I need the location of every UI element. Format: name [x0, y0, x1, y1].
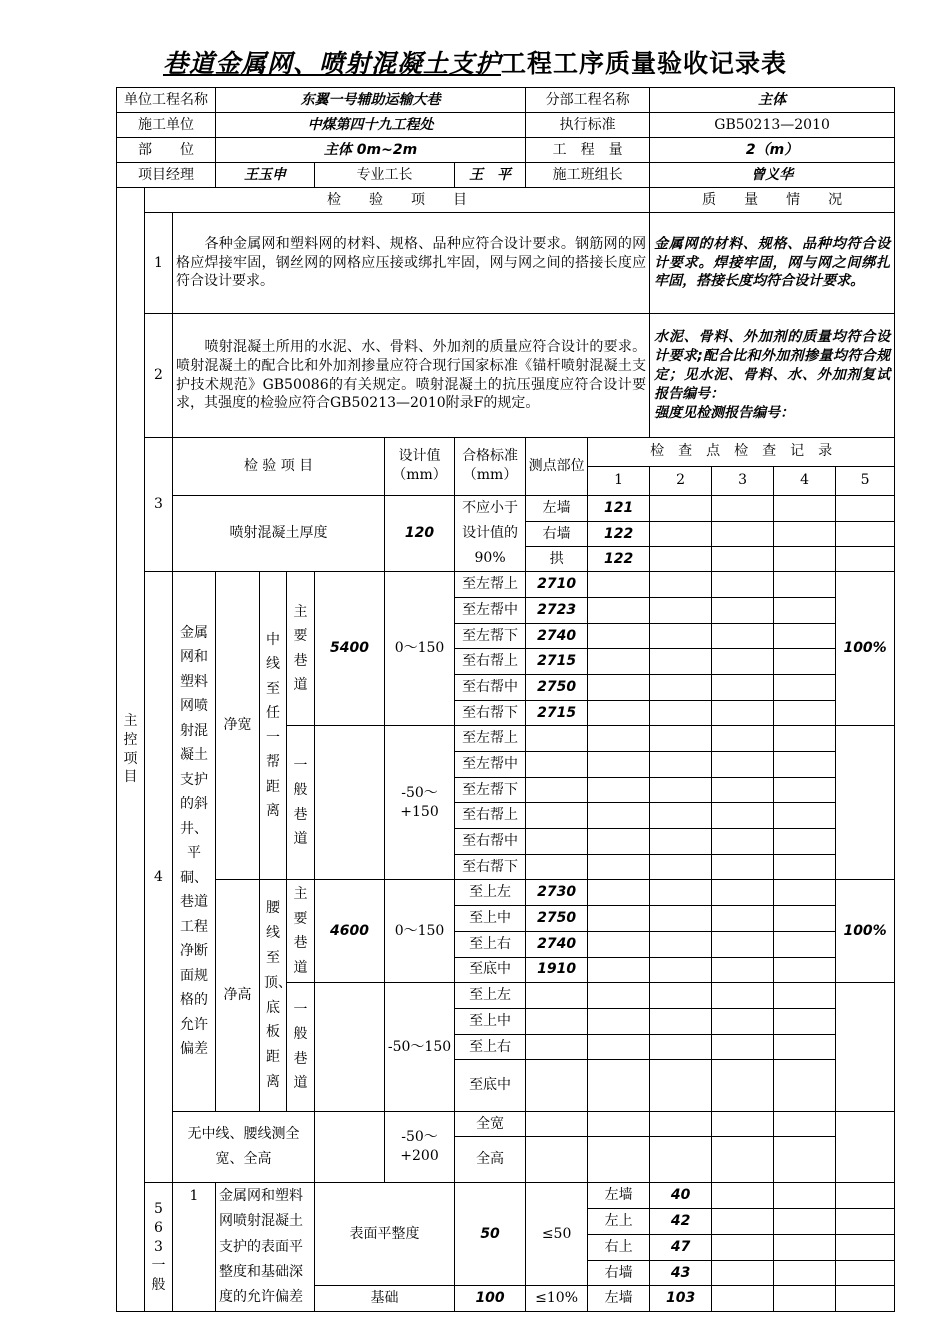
item3-no: 3 — [145, 438, 173, 572]
width-sub: 中线至任一帮距离 — [260, 572, 287, 880]
item3-value: 121 — [588, 495, 650, 521]
width-main-roadway: 主要巷道 — [287, 572, 315, 726]
base-label: 基础 — [315, 1286, 455, 1312]
width-point: 至左帮中 — [455, 597, 526, 623]
flat-label: 表面平整度 — [315, 1183, 455, 1286]
general-item1-name: 金属网和塑料网喷射混凝土支护的表面平整度和基础深度的允许偏差 — [216, 1183, 315, 1312]
flat-point: 左墙 — [588, 1183, 650, 1209]
team-leader-label: 施工班组长 — [526, 163, 650, 188]
item3-value: 122 — [588, 547, 650, 572]
general-item1-no: 1 — [173, 1183, 216, 1312]
width-value: 2750 — [526, 674, 588, 700]
standard-value: GB50213—2010 — [650, 113, 895, 138]
title-rest: 工程工序质量验收记录表 — [501, 49, 788, 78]
item3-design: 120 — [385, 495, 455, 572]
item3-point: 拱 — [526, 547, 588, 572]
record-col-1: 1 — [588, 466, 650, 495]
height-point: 至上左 — [455, 880, 526, 906]
height-value: 2740 — [526, 931, 588, 957]
base-design: 100 — [455, 1286, 526, 1312]
height-gen-point: 至底中 — [455, 1060, 526, 1111]
team-leader-value: 曾义华 — [650, 163, 895, 188]
manager-value: 王玉申 — [216, 163, 315, 188]
item1-quality: 金属网的材料、规格、品种均符合设计要求。焊接牢固，网与网之间绑扎牢固，搭接长度均符合设计要求。 — [650, 213, 895, 314]
height-gen-point: 至上左 — [455, 983, 526, 1009]
foreman-label: 专业工长 — [315, 163, 455, 188]
flat-value: 40 — [650, 1183, 712, 1209]
width-gen-point: 至左帮下 — [455, 777, 526, 803]
height-value: 2750 — [526, 906, 588, 932]
full-width: 全宽 — [455, 1111, 526, 1137]
full-height: 全高 — [455, 1137, 526, 1183]
flat-value: 43 — [650, 1260, 712, 1286]
item3-col-std: 合格标准 （mm） — [455, 438, 526, 496]
item4-no: 4 — [145, 572, 173, 1183]
quantity-value: 2（m） — [650, 138, 895, 163]
flat-design: 50 — [455, 1183, 526, 1286]
width-point: 至左帮上 — [455, 572, 526, 598]
flat-point: 右上 — [588, 1235, 650, 1261]
height-value: 1910 — [526, 957, 588, 983]
item3-col-item: 检 验 项 目 — [173, 438, 385, 496]
inspection-form — [116, 87, 895, 1312]
height-sub: 腰线至顶、底板距离 — [260, 880, 287, 1111]
manager-label: 项目经理 — [117, 163, 216, 188]
sub-project-label: 分部工程名称 — [526, 88, 650, 113]
general-label: 5 6 3 一 般 — [145, 1183, 173, 1312]
item1-text: 各种金属网和塑料网的材料、规格、品种应符合设计要求。钢筋网的网格应焊接牢固，钢丝网的网格应压接或绑扎牢固，网与网之间的搭接长度应符合设计要求。 — [173, 213, 650, 314]
width-value: 2715 — [526, 649, 588, 675]
height-point: 至上中 — [455, 906, 526, 932]
width-gen-point: 至右帮下 — [455, 854, 526, 880]
width-rate: 100% — [836, 572, 895, 726]
width-gen-point: 至左帮上 — [455, 726, 526, 752]
item3-col-point: 测点部位 — [526, 438, 588, 496]
item3-col-records: 检 查 点 检 查 记 录 — [588, 438, 895, 467]
contractor-value: 中煤第四十九工程处 — [216, 113, 526, 138]
item2-text: 喷射混凝土所用的水泥、水、骨料、外加剂的质量应符合设计的要求。喷射混凝土的配合比和外加剂掺量应符合现行国家标准《锚杆喷射混凝土支护技术规范》GB50086的有关规定。喷射混凝土的抗压强度应符合设计要求，其强度的检验应符合GB50213—2010附录F的规定。 — [173, 314, 650, 438]
record-col-4: 4 — [774, 466, 836, 495]
main-control-label: 主 控 项 目 — [117, 188, 145, 1312]
flat-point: 左上 — [588, 1209, 650, 1235]
width-gen-point: 至右帮上 — [455, 803, 526, 829]
width-general-roadway: 一般巷道 — [287, 726, 315, 880]
title-highlight: 巷道金属网、喷射混凝土支护 — [162, 49, 501, 78]
item1-no: 1 — [145, 213, 173, 314]
width-gen-std: -50～+150 — [385, 726, 455, 880]
flat-point: 右墙 — [588, 1260, 650, 1286]
item3-point: 右墙 — [526, 521, 588, 546]
quality-header: 质 量 情 况 — [650, 188, 895, 213]
item3-col-design: 设计值 （mm） — [385, 438, 455, 496]
height-gen-point: 至上右 — [455, 1034, 526, 1060]
item3-std: 不应小于设计值的90% — [455, 495, 526, 572]
base-point: 左墙 — [588, 1286, 650, 1312]
contractor-label: 施工单位 — [117, 113, 216, 138]
width-gen-point: 至右帮中 — [455, 829, 526, 855]
width-point: 至右帮下 — [455, 700, 526, 726]
base-std: ≤10% — [526, 1286, 588, 1312]
no-centerline: 无中线、腰线测全宽、全高 — [173, 1111, 315, 1183]
height-general-roadway: 一般巷道 — [287, 983, 315, 1111]
foreman-value: 王 平 — [455, 163, 526, 188]
standard-label: 执行标准 — [526, 113, 650, 138]
inspection-items-header: 检 验 项 目 — [145, 188, 650, 213]
record-col-3: 3 — [712, 466, 774, 495]
width-value: 2715 — [526, 700, 588, 726]
location-value: 主体 0m~2m — [216, 138, 526, 163]
unit-project-label: 单位工程名称 — [117, 88, 216, 113]
height-value: 2730 — [526, 880, 588, 906]
height-main-std: 0～150 — [385, 880, 455, 983]
width-label: 净宽 — [216, 572, 260, 880]
width-gen-point: 至左帮中 — [455, 752, 526, 778]
height-main-roadway: 主要巷道 — [287, 880, 315, 983]
location-label: 部 位 — [117, 138, 216, 163]
item3-name: 喷射混凝土厚度 — [173, 495, 385, 572]
base-value: 103 — [650, 1286, 712, 1312]
width-main-std: 0～150 — [385, 572, 455, 726]
item2-quality: 水泥、骨料、外加剂的质量均符合设计要求;配合比和外加剂掺量均符合规定；见水泥、骨料、水、外加剂复试报告编号： 强度见检测报告编号： — [650, 314, 895, 438]
width-point: 至左帮下 — [455, 623, 526, 649]
item2-no: 2 — [145, 314, 173, 438]
unit-project-value: 东翼一号辅助运输大巷 — [216, 88, 526, 113]
no-centerline-std: -50～+200 — [385, 1111, 455, 1183]
quantity-label: 工 程 量 — [526, 138, 650, 163]
item3-point: 左墙 — [526, 495, 588, 521]
flat-value: 47 — [650, 1235, 712, 1261]
width-point: 至右帮上 — [455, 649, 526, 675]
width-value: 2740 — [526, 623, 588, 649]
height-point: 至底中 — [455, 957, 526, 983]
width-value: 2710 — [526, 572, 588, 598]
height-label: 净高 — [216, 880, 260, 1111]
width-design: 5400 — [315, 572, 385, 726]
page-title — [0, 44, 950, 80]
height-gen-point: 至上中 — [455, 1008, 526, 1034]
flat-value: 42 — [650, 1209, 712, 1235]
flat-std: ≤50 — [526, 1183, 588, 1286]
width-point: 至右帮中 — [455, 674, 526, 700]
height-design: 4600 — [315, 880, 385, 983]
record-col-2: 2 — [650, 466, 712, 495]
height-gen-std: -50～150 — [385, 983, 455, 1111]
item4-name: 金属网和塑料网喷射混凝土支护的斜井、平硐、巷道工程净断面规格的允许偏差 — [173, 572, 216, 1111]
height-point: 至上右 — [455, 931, 526, 957]
height-rate: 100% — [836, 880, 895, 983]
item3-value: 122 — [588, 521, 650, 546]
width-value: 2723 — [526, 597, 588, 623]
sub-project-value: 主体 — [650, 88, 895, 113]
record-col-5: 5 — [836, 466, 895, 495]
